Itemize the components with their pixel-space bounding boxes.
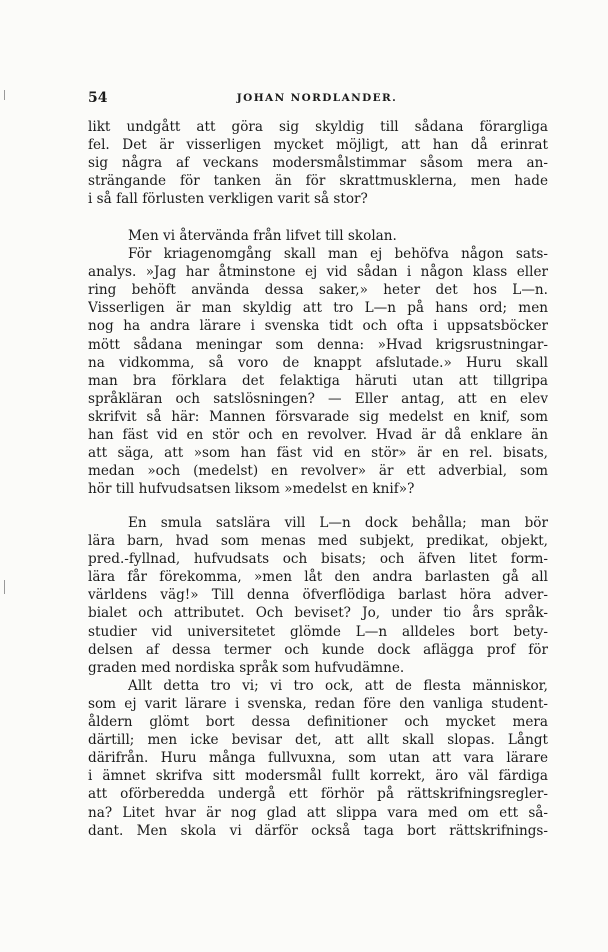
text-line: na? Litet hvar är nog glad att slippa vara med om ett så- bbox=[88, 804, 548, 821]
text-line: sig några af veckans modersmålstimmar såsom mera an- bbox=[88, 155, 548, 172]
text-line: att oförberedda undergå ett förhör på rättskrifningsregler- bbox=[88, 786, 548, 803]
text-line: fel. Det är visserligen mycket möjligt, att han då erinrat bbox=[88, 137, 548, 154]
page-header bbox=[88, 90, 546, 110]
text-line: strängande för tanken än för skrattmusklerna, men hade bbox=[88, 173, 548, 190]
text-line: i ämnet skrifva sitt modersmål fullt korrekt, äro väl färdiga bbox=[88, 768, 548, 785]
text-line: som ej varit lärare i svenska, redan före den vanliga student- bbox=[88, 695, 548, 712]
text-line: hör till hufvudsatsen liksom »medelst en knif»? bbox=[88, 481, 415, 498]
text-line: delsen af dessa termer och kunde dock aflägga prof för bbox=[88, 641, 548, 658]
scan-edge-mark bbox=[4, 580, 5, 594]
paragraph-2 bbox=[88, 227, 548, 498]
text-line: världens väg!» Till denna öfverflödiga barlast höra adver- bbox=[88, 587, 548, 604]
text-line: ring behöft använda dessa saker,» heter det hos L—n. bbox=[88, 282, 548, 299]
text-line: språkläran och satslösningen? — Eller antag, att en elev bbox=[88, 390, 548, 407]
text-line: likt undgått att göra sig skyldig till sådana förargliga bbox=[88, 119, 548, 135]
text-line: bialet och attributet. Och beviset? Jo, under tio års språk- bbox=[88, 605, 548, 622]
scan-edge-mark bbox=[4, 90, 5, 100]
text-line: dant. Men skola vi därför också taga bort rättskrifnings- bbox=[88, 822, 548, 839]
text-line: att säga, att »som han fäst vid en stör» är en rel. bisats, bbox=[88, 445, 548, 462]
text-line: na vidkomma, så voro de knappt afslutade.» Huru skall bbox=[88, 354, 548, 371]
text-line: studier vid universitetet glömde L—n alldeles bort bety- bbox=[88, 623, 548, 640]
page-number: 54 bbox=[88, 90, 108, 106]
text-line: han fäst vid en stör och en revolver. Hvad är då enklare än bbox=[88, 427, 548, 444]
text-line: mött sådana meningar som denna: »Hvad krigsrustningar- bbox=[88, 336, 548, 353]
text-line: därtill; men icke bevisar det, att allt skall slopas. Långt bbox=[88, 732, 548, 749]
text-line: därifrån. Huru många fullvuxna, som utan att vara lärare bbox=[88, 750, 548, 767]
text-line: Visserligen är man skyldig att tro L—n på hans ord; men bbox=[88, 300, 548, 317]
text-line: man bra förklara det felaktiga häruti utan att tillgripa bbox=[88, 372, 548, 389]
text-line: graden med nordiska språk som hufvudämne. bbox=[88, 659, 405, 676]
text-line: lära barn, hvad som menas med subjekt, predikat, objekt, bbox=[88, 533, 548, 550]
text-line: åldern glömt bort dessa definitioner och mycket mera bbox=[88, 714, 548, 731]
running-head: JOHAN NORDLANDER. bbox=[236, 92, 398, 104]
paragraph-1 bbox=[88, 118, 548, 208]
text-line: analys. »Jag har åtminstone ej vid sådan i någon klass eller bbox=[88, 264, 548, 281]
text-line: pred.-fyllnad, hufvudsats och bisats; och äfven litet form- bbox=[88, 551, 548, 568]
text-line: Men vi återvända från lifvet till skolan. bbox=[128, 228, 397, 244]
text-line: Allt detta tro vi; vi tro ock, att de flesta människor, bbox=[128, 677, 548, 694]
paragraph-3 bbox=[88, 514, 548, 840]
text-line: En smula satslära vill L—n dock behålla; man bör bbox=[128, 515, 548, 531]
text-line: För kriagenomgång skall man ej behöfva någon sats- bbox=[128, 246, 548, 263]
text-line: skrifvit så här: Mannen försvarade sig medelst en knif, som bbox=[88, 408, 548, 425]
text-line: medan »och (medelst) en revolver» är ett adverbial, som bbox=[88, 463, 548, 480]
text-line: lära får förekomma, »men låt den andra barlasten gå all bbox=[88, 569, 548, 586]
text-line: i så fall förlusten verkligen varit så stor? bbox=[88, 191, 368, 208]
text-line: nog ha andra lärare i svenska tidt och ofta i uppsatsböcker bbox=[88, 318, 548, 335]
